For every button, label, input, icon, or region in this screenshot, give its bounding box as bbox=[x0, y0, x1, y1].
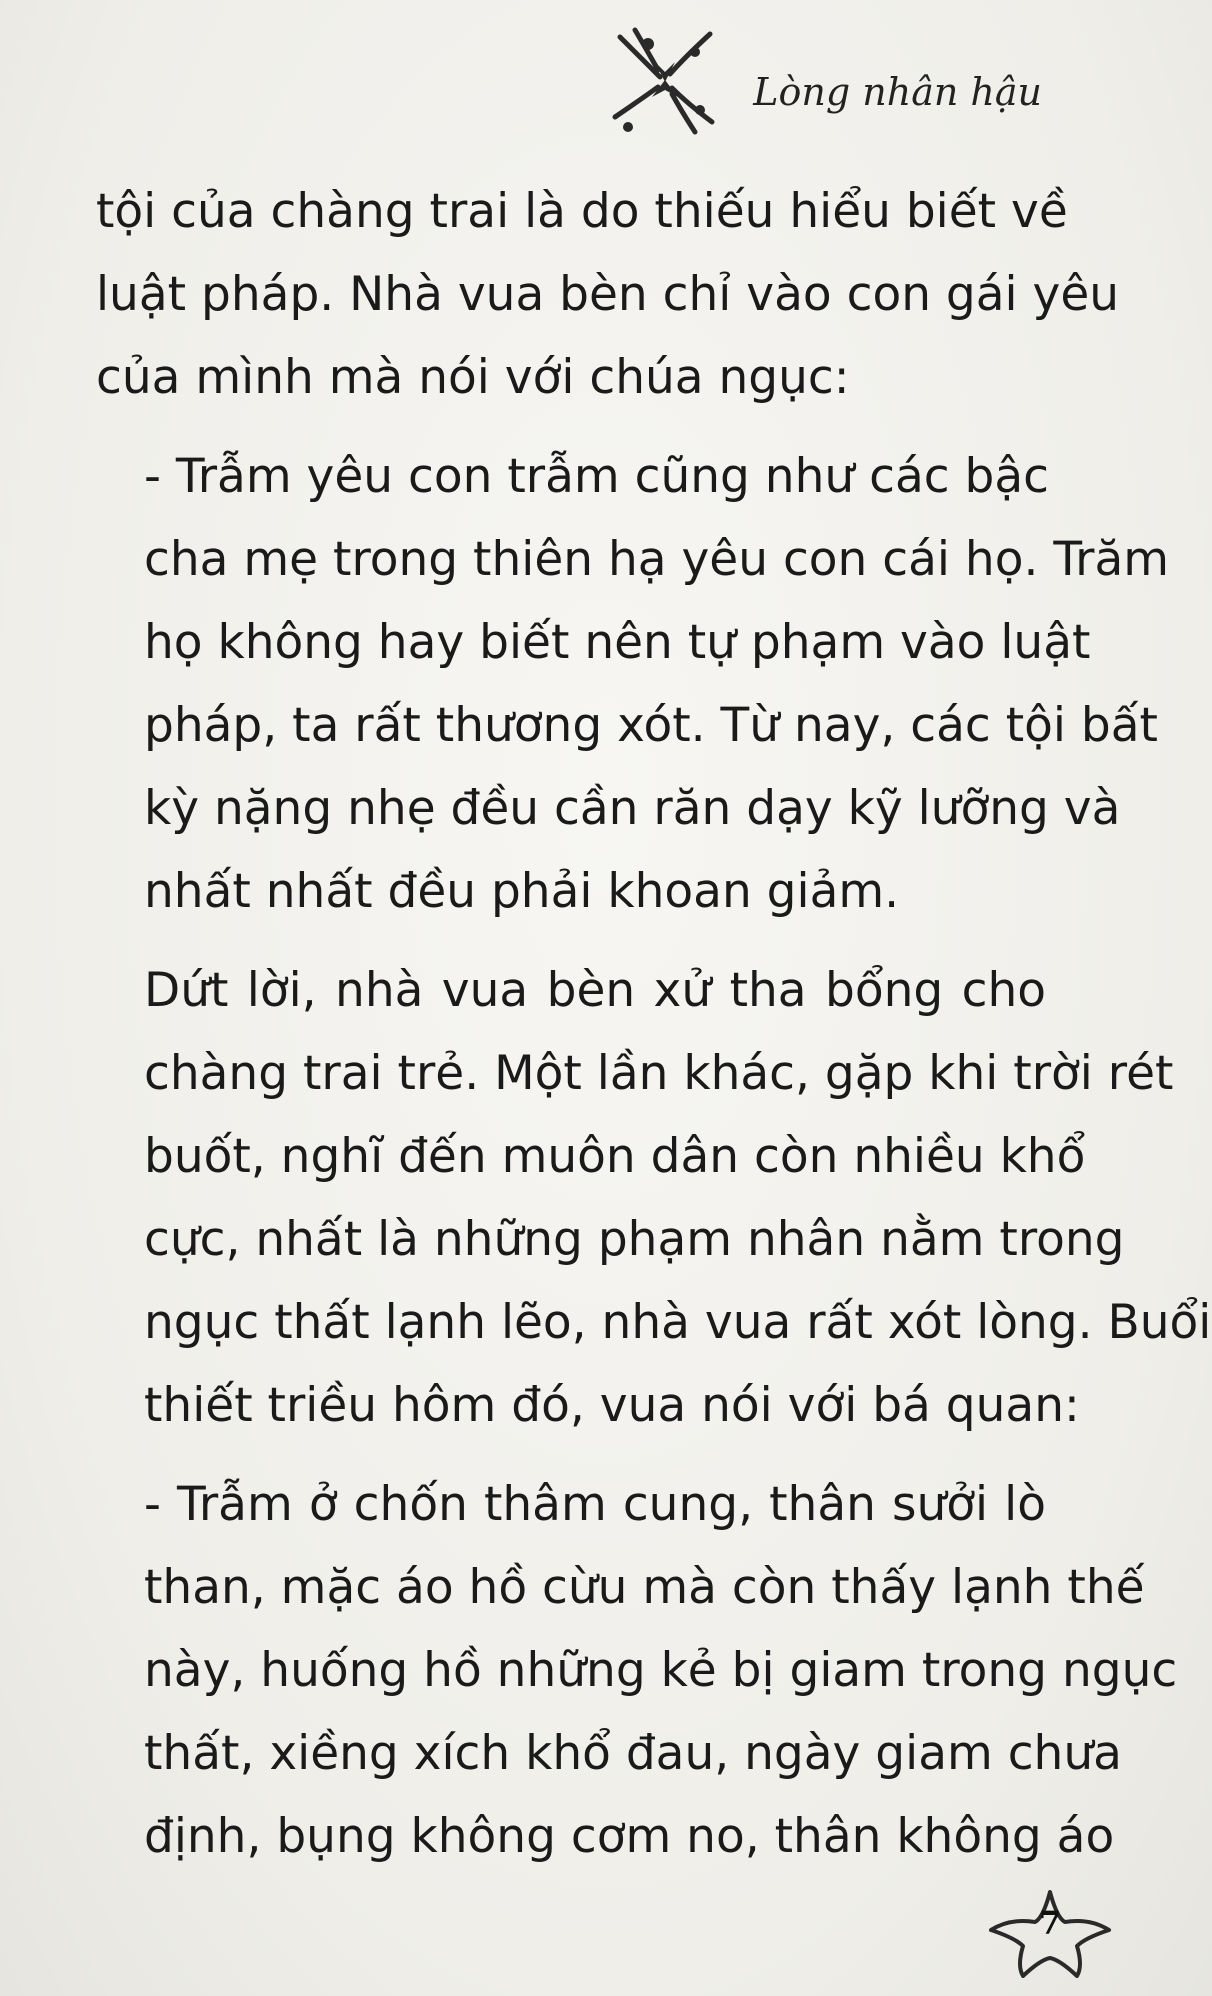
text-line: - Trẫm ở chốn thâm cung, thân sưởi lò bbox=[144, 1477, 1046, 1532]
text-line: của mình mà nói với chúa ngục: bbox=[96, 350, 850, 405]
text-line: pháp, ta rất thương xót. Từ nay, các tội bất bbox=[144, 698, 1158, 753]
text-line: nhất nhất đều phải khoan giảm. bbox=[144, 864, 900, 919]
text-line: - Trẫm yêu con trẫm cũng như các bậc bbox=[144, 449, 1050, 504]
text-line: thất, xiềng xích khổ đau, ngày giam chưa bbox=[144, 1726, 1122, 1781]
running-title: Lòng nhân hậu bbox=[753, 70, 1042, 114]
text-line: cực, nhất là những phạm nhân nằm trong bbox=[144, 1212, 1125, 1267]
paragraph-4 bbox=[96, 1463, 1178, 1878]
text-line: định, bụng không cơm no, thân không áo bbox=[144, 1809, 1115, 1864]
text-line: ngục thất lạnh lẽo, nhà vua rất xót lòng. Buổi bbox=[144, 1295, 1212, 1350]
paragraph-2 bbox=[96, 435, 1170, 933]
star-flourish-icon bbox=[600, 22, 730, 142]
text-line: than, mặc áo hồ cừu mà còn thấy lạnh thế bbox=[144, 1560, 1145, 1615]
text-line: cha mẹ trong thiên hạ yêu con cái họ. Trăm bbox=[144, 532, 1170, 587]
body-text bbox=[96, 170, 1212, 1894]
paragraph-1 bbox=[96, 170, 1120, 419]
text-line: thiết triều hôm đó, vua nói với bá quan: bbox=[144, 1378, 1080, 1433]
text-line: chàng trai trẻ. Một lần khác, gặp khi trời rét bbox=[144, 1046, 1174, 1101]
page-header bbox=[0, 22, 1212, 142]
text-line: Dứt lời, nhà vua bèn xử tha bổng cho bbox=[144, 963, 1046, 1018]
text-line: họ không hay biết nên tự phạm vào luật bbox=[144, 615, 1091, 670]
text-line: luật pháp. Nhà vua bèn chỉ vào con gái yêu bbox=[96, 267, 1120, 322]
page-number: 7 bbox=[1038, 1904, 1062, 1942]
paragraph-3 bbox=[96, 949, 1212, 1447]
text-line: tội của chàng trai là do thiếu hiểu biết về bbox=[96, 184, 1068, 239]
text-line: kỳ nặng nhẹ đều cần răn dạy kỹ lưỡng và bbox=[144, 781, 1121, 836]
text-line: này, huống hồ những kẻ bị giam trong ngục bbox=[144, 1643, 1178, 1698]
text-line: buốt, nghĩ đến muôn dân còn nhiều khổ bbox=[144, 1129, 1086, 1184]
page-number-badge bbox=[985, 1888, 1115, 1978]
